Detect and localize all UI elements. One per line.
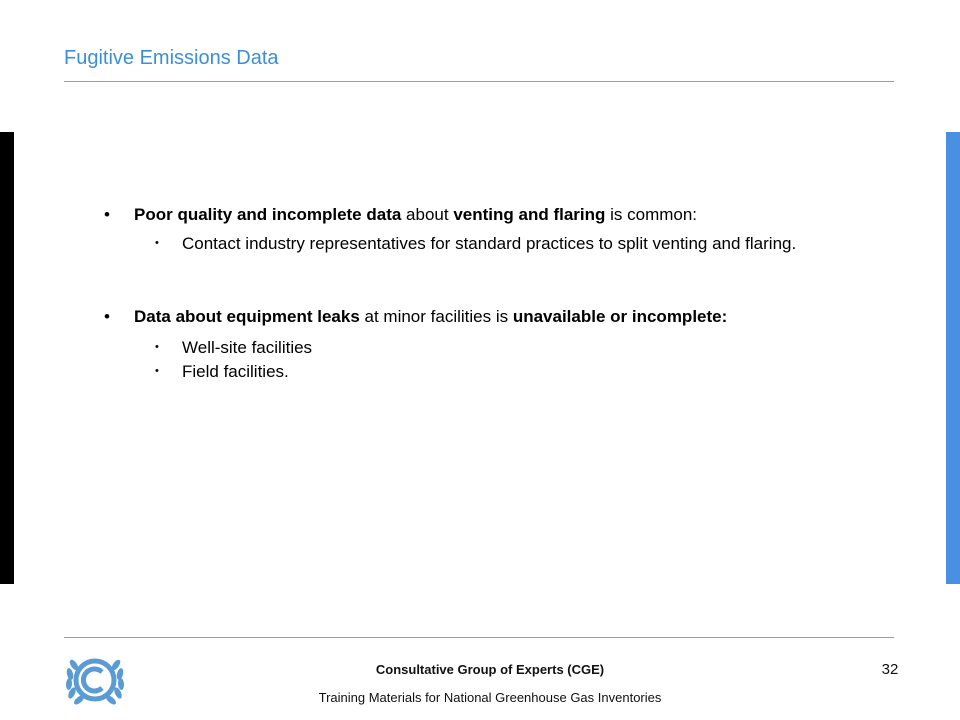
page-number: 32 bbox=[881, 661, 899, 678]
sub-bullet-dot: • bbox=[155, 365, 159, 377]
bullet-text: at minor facilities is bbox=[359, 307, 513, 326]
right-accent-bar bbox=[946, 132, 960, 584]
slide-content bbox=[104, 204, 894, 382]
bullet-item bbox=[104, 204, 894, 226]
bullet-text: is common: bbox=[605, 205, 698, 224]
bullet-item bbox=[104, 306, 894, 328]
bullet-text: about bbox=[401, 205, 454, 224]
sub-bullet-dot: • bbox=[155, 341, 159, 353]
unfccc-logo bbox=[64, 651, 126, 709]
footer-divider bbox=[64, 637, 894, 638]
bullet-text-bold: unavailable or incomplete: bbox=[512, 307, 728, 326]
bullet-text-bold: Data about equipment leaks bbox=[134, 307, 360, 326]
sub-bullet-text: Field facilities. bbox=[182, 362, 289, 381]
footer-subtitle: Training Materials for National Greenhouse Gas Inventories bbox=[318, 690, 662, 705]
footer-organization: Consultative Group of Experts (CGE) bbox=[375, 662, 605, 677]
sub-bullet-item bbox=[104, 338, 894, 358]
sub-bullet-item bbox=[104, 362, 894, 382]
title-divider bbox=[64, 81, 894, 82]
bullet-text-bold: Poor quality and incomplete data bbox=[134, 205, 402, 224]
sub-bullet-text: Contact industry representatives for standard practices to split venting and flaring. bbox=[182, 234, 797, 253]
bullet-dot: • bbox=[104, 205, 110, 224]
bullet-text-bold: venting and flaring bbox=[453, 205, 606, 224]
wreath-logo-icon bbox=[64, 651, 126, 709]
left-accent-bar bbox=[0, 132, 14, 584]
sub-bullet-text: Well-site facilities bbox=[182, 338, 313, 357]
sub-bullet-dot: • bbox=[155, 237, 159, 249]
slide-title: Fugitive Emissions Data bbox=[64, 47, 279, 69]
bullet-dot: • bbox=[104, 307, 110, 326]
sub-bullet-item bbox=[104, 234, 894, 254]
